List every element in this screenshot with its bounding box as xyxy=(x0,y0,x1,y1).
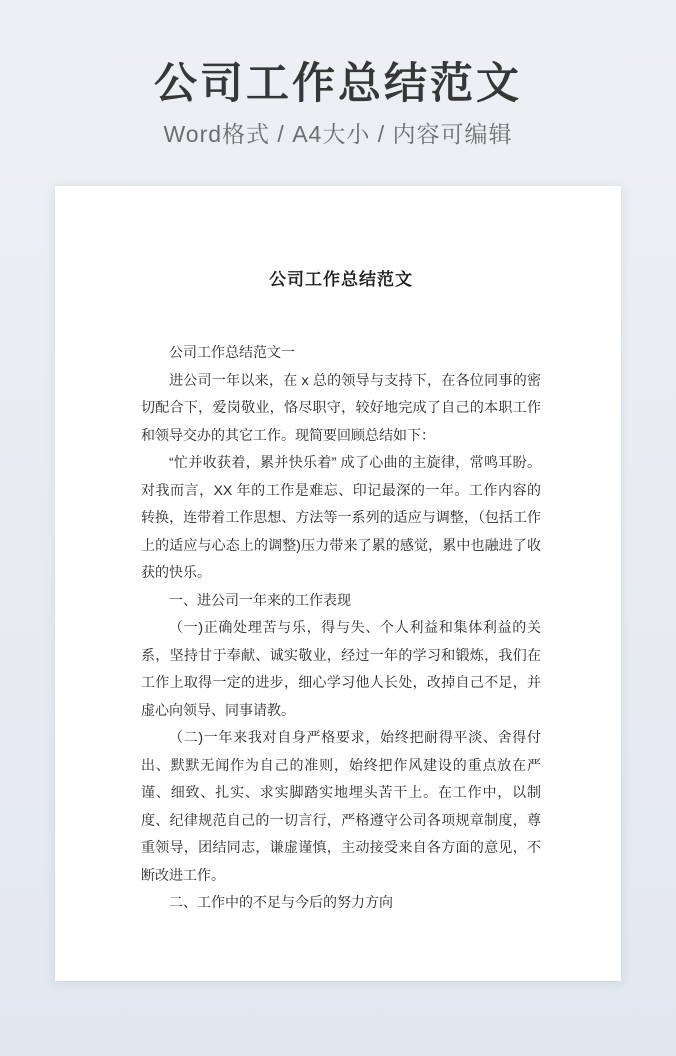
document-body xyxy=(141,339,541,917)
document-paragraph: 进公司一年以来，在 x 总的领导与支持下，在各位同事的密切配合下，爱岗敬业，恪尽职守，较好地完成了自己的本职工作和领导交办的其它工作。现简要回顾总结如下： xyxy=(141,371,541,443)
banner-title: 公司工作总结范文 xyxy=(154,60,522,108)
document-section-heading: 一、进公司一年来的工作表现 xyxy=(169,591,351,608)
document-paragraph: “忙并收获着，累并快乐着” 成了心曲的主旋律，常鸣耳盼。对我而言，XX 年的工作是难忘、印记最深的一年。工作内容的转换，连带着工作思想、方法等一系列的适应与调整，（包括工作上的适应与心态上的调整)压力带来了累的感觉，累中也融进了收获的快乐。 xyxy=(141,454,541,580)
document-paragraph: 公司工作总结范文一 xyxy=(169,344,295,360)
template-banner xyxy=(0,0,676,150)
document-section-heading: 二、工作中的不足与今后的努力方向 xyxy=(169,894,393,910)
a4-document-page xyxy=(55,186,621,981)
document-title: 公司工作总结范文 xyxy=(269,270,413,289)
document-paragraph: （一)正确处理苦与乐，得与失、个人利益和集体利益的关系，坚持甘于奉献、诚实敬业，经过一年的学习和锻炼，我们在工作上取得一定的进步，细心学习他人长处，改掉自己不足，并虚心向领导、同事请教。 xyxy=(141,619,541,718)
document-paragraph: （二)一年来我对自身严格要求，始终把耐得平淡、舍得付出、默默无闻作为自己的准则，始终把作风建设的重点放在严谨、细致、扎实、求实脚踏实地埋头苦干上。在工作中，以制度、纪律规范自己的一切言行，严格遵守公司各项规章制度，尊重领导，团结同志，谦虚谨慎，主动接受来自各方面的意见，不断改进工作。 xyxy=(141,729,541,883)
banner-subtitle: Word格式 / A4大小 / 内容可编辑 xyxy=(163,121,513,147)
